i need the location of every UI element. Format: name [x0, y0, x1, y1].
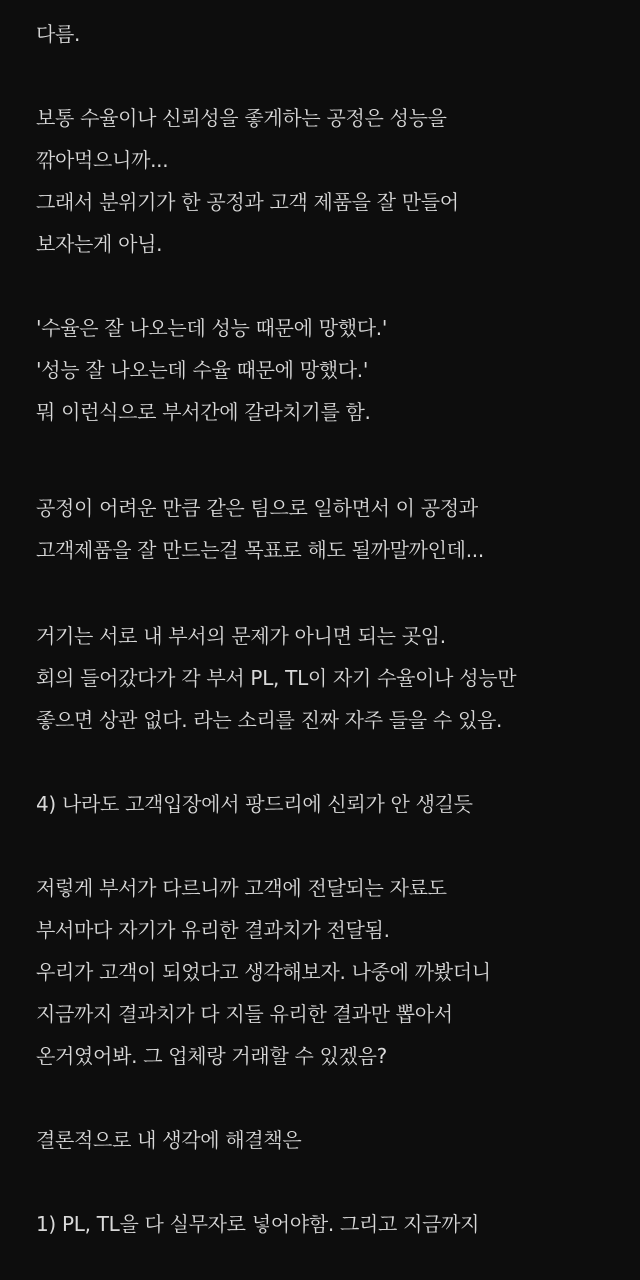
text-line: 깎아먹으니까... [36, 148, 169, 172]
text-line: 저렇게 부서가 다르니까 고객에 전달되는 자료도 [36, 876, 447, 900]
text-line: 그래서 분위기가 한 공정과 고객 제품을 잘 만들어 [36, 190, 459, 214]
text-line: 공정이 어려운 만큼 같은 팀으로 일하면서 이 공정과 [36, 496, 478, 520]
text-line: 4) 나라도 고객입장에서 팡드리에 신뢰가 안 생길듯 [36, 792, 473, 816]
text-line: 결론적으로 내 생각에 해결책은 [36, 1128, 302, 1152]
text-line: 보자는게 아님. [36, 232, 163, 256]
text-line: 다름. [36, 22, 81, 46]
text-line: '성능 잘 나오는데 수율 때문에 망했다.' [36, 358, 369, 382]
text-line: 거기는 서로 내 부서의 문제가 아니면 되는 곳임. [36, 624, 446, 648]
text-line: 우리가 고객이 되었다고 생각해보자. 나중에 까봤더니 [36, 960, 491, 984]
text-line: 뭐 이런식으로 부서간에 갈라치기를 함. [36, 400, 371, 424]
text-line: '수율은 잘 나오는데 성능 때문에 망했다.' [36, 316, 388, 340]
text-line: 1) PL, TL을 다 실무자로 넣어야함. 그리고 지금까지 [36, 1212, 480, 1236]
text-line: 고객제품을 잘 만드는걸 목표로 해도 될까말까인데... [36, 538, 484, 562]
text-line: 좋으면 상관 없다. 라는 소리를 진짜 자주 들을 수 있음. [36, 708, 503, 732]
text-line: 지금까지 결과치가 다 지들 유리한 결과만 뽑아서 [36, 1002, 453, 1026]
text-line: 부서마다 자기가 유리한 결과치가 전달됨. [36, 918, 390, 942]
text-line: 회의 들어갔다가 각 부서 PL, TL이 자기 수율이나 성능만 [36, 666, 517, 690]
text-line: 온거였어봐. 그 업체랑 거래할 수 있겠음? [36, 1044, 387, 1068]
text-line: 보통 수율이나 신뢰성을 좋게하는 공정은 성능을 [36, 106, 447, 130]
